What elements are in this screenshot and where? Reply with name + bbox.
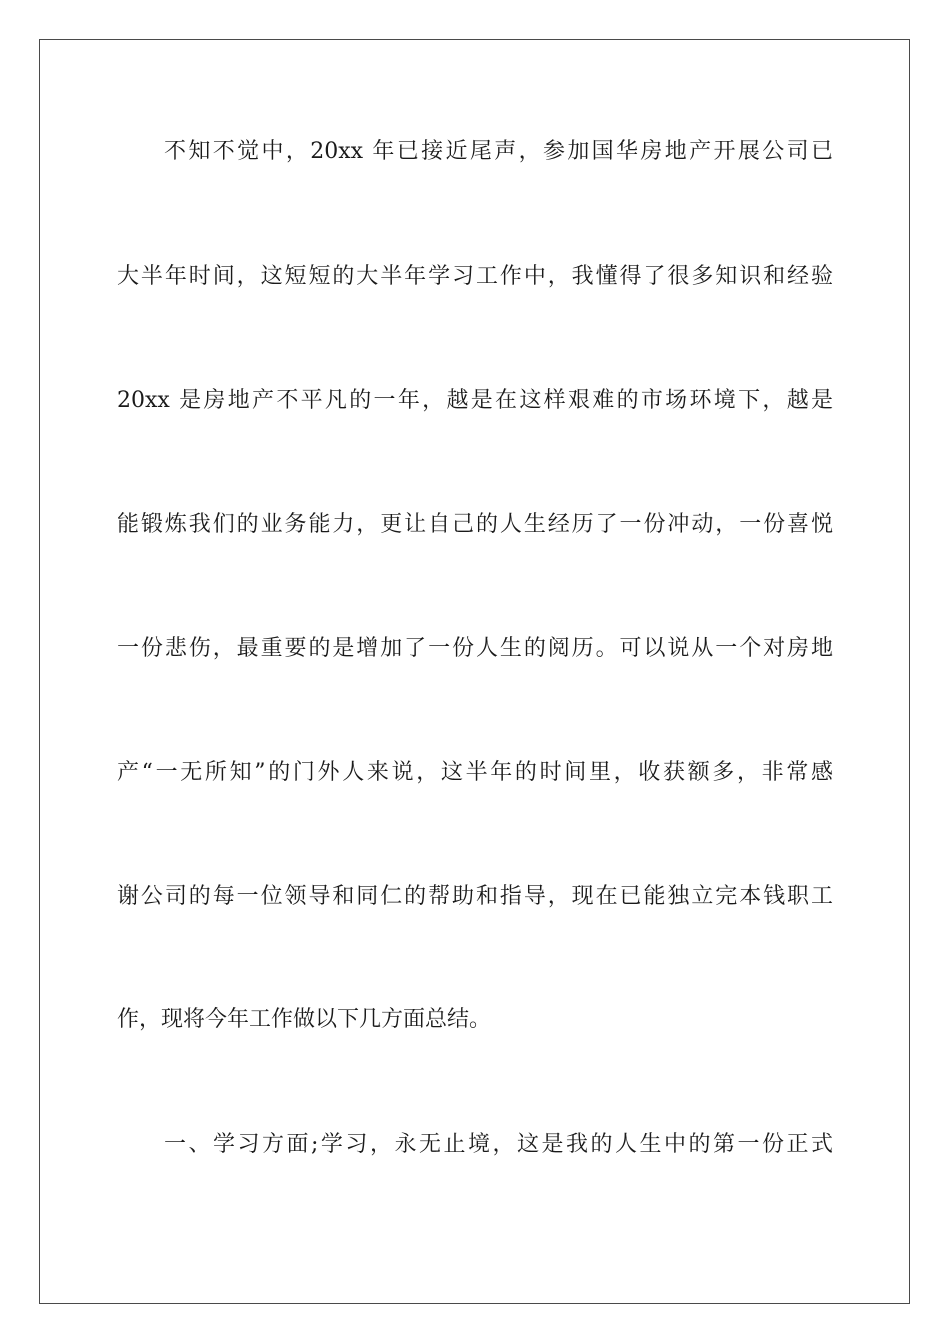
paragraph-1-line-6: 产“一无所知”的门外人来说，这半年的时间里，收获额多，非常感 [117,760,833,785]
paragraph-1-line-8: 作，现将今年工作做以下几方面总结。 [117,1007,492,1032]
page-border [39,39,910,1304]
paragraph-1-line-7: 谢公司的每一位领导和同仁的帮助和指导，现在已能独立完本钱职工 [117,884,833,909]
paragraph-1-line-3: 20xx 是房地产不平凡的一年，越是在这样艰难的市场环境下，越是 [117,388,833,413]
paragraph-1-line-1: 不知不觉中，20xx 年已接近尾声，参加国华房地产开展公司已 [164,139,833,164]
paragraph-1-line-2: 大半年时间，这短短的大半年学习工作中，我懂得了很多知识和经验 [117,264,833,289]
paragraph-1-line-4: 能锻炼我们的业务能力，更让自己的人生经历了一份冲动，一份喜悦 [117,512,833,537]
paragraph-1-line-5: 一份悲伤，最重要的是增加了一份人生的阅历。可以说从一个对房地 [117,636,833,661]
paragraph-2-line-1: 一、学习方面;学习，永无止境，这是我的人生中的第一份正式 [164,1132,833,1157]
